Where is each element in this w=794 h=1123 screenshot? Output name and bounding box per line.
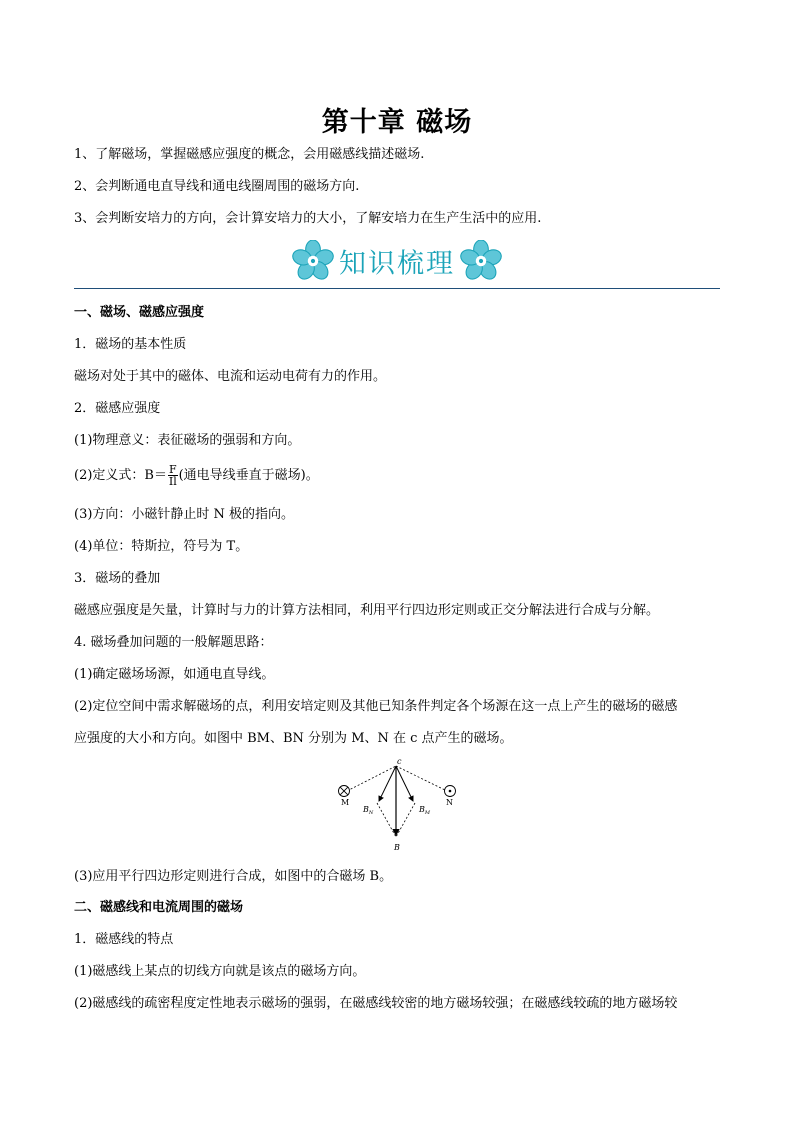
label-BM: $B_M$ bbox=[419, 805, 431, 816]
page-title: 第十章 磁场 bbox=[321, 107, 473, 138]
section1-heading: 一、磁场、磁感应强度 bbox=[74, 305, 205, 320]
definition-formula-line bbox=[74, 464, 319, 487]
formula-prefix: (2)定义式：B＝ bbox=[74, 468, 167, 483]
fraction-numerator: F bbox=[168, 463, 177, 476]
line-M-c bbox=[347, 766, 396, 791]
formula-fraction bbox=[168, 464, 178, 487]
section1-sub1: 1．磁场的基本性质 bbox=[74, 337, 187, 352]
section1-sub3-text: 磁感应强度是矢量，计算时与力的计算方法相同，利用平行四边形定则或正交分解法进行合成与分解。 bbox=[74, 603, 660, 618]
section2-item1: (1)磁感线上某点的切线方向就是该点的磁场方向。 bbox=[74, 964, 366, 979]
label-N: N bbox=[446, 798, 453, 807]
objective-2: 2、会判断通电直导线和通电线圈周围的磁场方向. bbox=[74, 179, 360, 194]
banner-title: 知识梳理 bbox=[339, 248, 455, 280]
line-c-N bbox=[396, 766, 447, 791]
section1-step2-line1: (2)定位空间中需求解磁场的点，利用安培定则及其他已知条件判定各个场源在这一点上产生的磁场的磁感 bbox=[74, 699, 678, 714]
knowledge-banner bbox=[0, 240, 794, 282]
section1-step1: (1)确定磁场场源，如通电直导线。 bbox=[74, 667, 275, 682]
section1-item3: (3)方向：小磁针静止时 N 极的指向。 bbox=[74, 507, 295, 522]
banner-divider bbox=[74, 288, 720, 289]
section1-sub2: 2．磁感应强度 bbox=[74, 401, 161, 416]
section1-sub1-text: 磁场对处于其中的磁体、电流和运动电荷有力的作用。 bbox=[74, 369, 387, 384]
label-B: B bbox=[394, 843, 400, 852]
label-BN: $B_N$ bbox=[363, 805, 374, 816]
label-c: c bbox=[397, 758, 402, 766]
section2-item2: (2)磁感线的疏密程度定性地表示磁场的强弱，在磁感线较密的地方磁场较强；在磁感线较疏的地方磁场较 bbox=[74, 996, 678, 1011]
sakura-flower-icon bbox=[460, 240, 502, 282]
formula-suffix: (通电导线垂直于磁场)。 bbox=[178, 468, 319, 483]
section2-sub1: 1．磁感线的特点 bbox=[74, 932, 174, 947]
section1-item4: (4)单位：特斯拉，符号为 T。 bbox=[74, 539, 249, 554]
section1-item1: (1)物理意义：表征磁场的强弱和方向。 bbox=[74, 433, 301, 448]
section1-sub4: 4. 磁场叠加问题的一般解题思路： bbox=[74, 635, 273, 650]
section1-sub3: 3．磁场的叠加 bbox=[74, 571, 161, 586]
label-M: M bbox=[341, 798, 350, 807]
parallelogram-side-2 bbox=[396, 803, 415, 837]
vector-BM bbox=[396, 766, 413, 801]
parallelogram-side-1 bbox=[377, 803, 396, 837]
objective-3: 3、会判断安培力的方向，会计算安培力的大小，了解安培力在生产生活中的应用. bbox=[74, 211, 542, 226]
section1-step3: (3)应用平行四边形定则进行合成，如图中的合磁场 B。 bbox=[74, 869, 393, 884]
section1-step2-line2: 应强度的大小和方向。如图中 BM、BN 分别为 M、N 在 c 点产生的磁场。 bbox=[74, 731, 513, 746]
section2-heading: 二、磁感线和电流周围的磁场 bbox=[74, 900, 244, 915]
objective-1: 1、了解磁场，掌握磁感应强度的概念，会用磁感线描述磁场. bbox=[74, 147, 425, 162]
magnetic-superposition-diagram bbox=[333, 758, 461, 852]
vector-BN bbox=[379, 766, 396, 801]
fraction-denominator: Il bbox=[168, 475, 177, 488]
sakura-flower-icon bbox=[292, 240, 334, 282]
